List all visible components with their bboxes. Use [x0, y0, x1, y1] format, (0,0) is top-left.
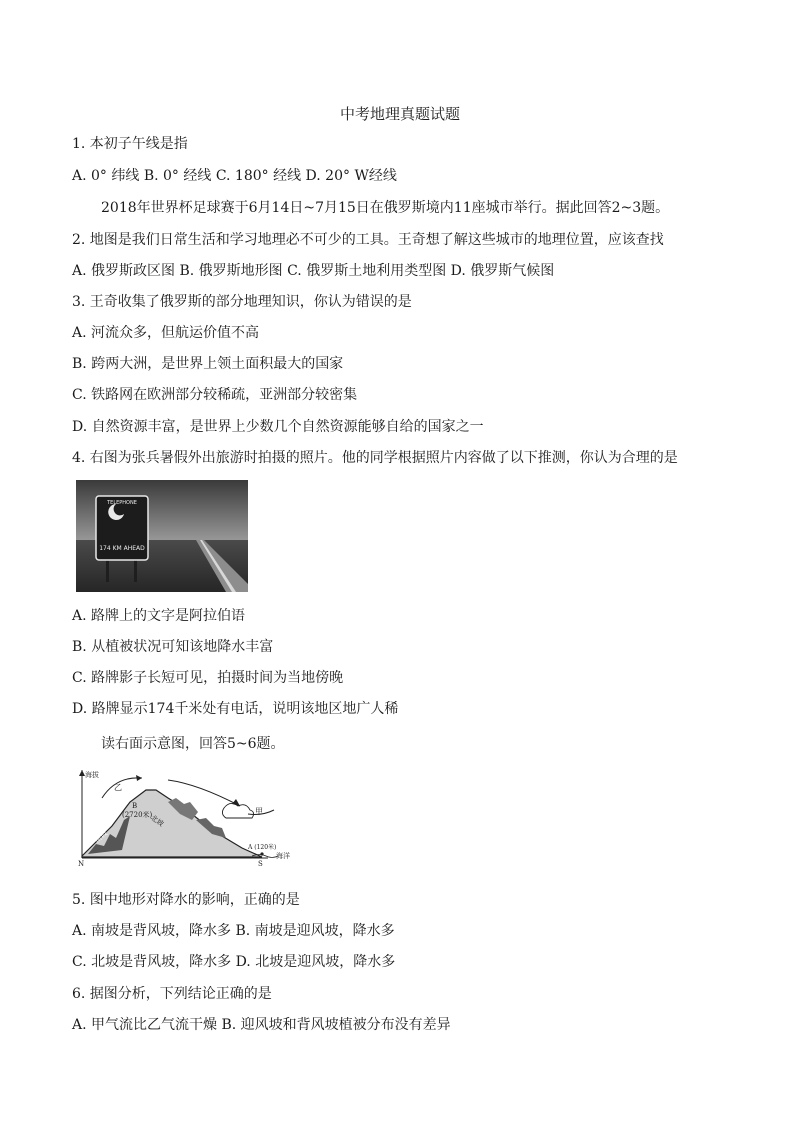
airflow-jia-label: 甲 [255, 807, 263, 816]
q5-options-row1: A. 南坡是背风坡，降水多 B. 南坡是迎风坡，降水多 [72, 923, 395, 939]
north-slope-label: 北坡 [148, 813, 166, 829]
q6-stem: 6. 据图分析，下列结论正确的是 [72, 986, 272, 1002]
q4-stem: 4. 右图为张兵暑假外出旅游时拍摄的照片。他的同学根据照片内容做了以下推测，你认为合理的是 [72, 450, 678, 466]
page-title: 中考地理真题试题 [339, 105, 460, 123]
q3-option-b: B. 跨两大洲，是世界上领土面积最大的国家 [72, 356, 344, 372]
mountain-diagram [72, 768, 294, 870]
peak-elevation: (2720米) [122, 811, 153, 819]
q5-options-row2: C. 北坡是背风坡，降水多 D. 北坡是迎风坡，降水多 [72, 954, 396, 970]
q3-stem: 3. 王奇收集了俄罗斯的部分地理知识，你认为错误的是 [72, 294, 412, 310]
sign-top-text: TELEPHONE [107, 500, 137, 506]
peak-label: B [132, 802, 138, 810]
intro-2-3: 2018年世界杯足球赛于6月14日~7月15日在俄罗斯境内11座城市举行。据此回答2~3题。 [101, 200, 670, 216]
q1-options: A. 0° 纬线 B. 0° 经线 C. 180° 经线 D. 20° W经线 [72, 168, 397, 184]
q1-stem: 1. 本初子午线是指 [72, 136, 188, 152]
q2-stem: 2. 地图是我们日常生活和学习地理必不可少的工具。王奇想了解这些城市的地理位置，应该查找 [72, 232, 664, 248]
north-marker: N [78, 860, 85, 868]
q4-option-c: C. 路牌影子长短可见，拍摄时间为当地傍晚 [72, 670, 344, 686]
south-slope-label: 南坡 [93, 829, 109, 845]
q4-option-d: D. 路牌显示174千米处有电话，说明该地区地广人稀 [72, 701, 399, 717]
q4-option-b: B. 从植被状况可知该地降水丰富 [72, 639, 274, 655]
q3-option-c: C. 铁路网在欧洲部分较稀疏，亚洲部分较密集 [72, 387, 358, 403]
q3-option-a: A. 河流众多，但航运价值不高 [72, 325, 260, 341]
q2-options: A. 俄罗斯政区图 B. 俄罗斯地形图 C. 俄罗斯土地利用类型图 D. 俄罗斯气候图 [72, 263, 555, 279]
airflow-yi-label: 乙 [114, 783, 122, 792]
q6-options-row1: A. 甲气流比乙气流干燥 B. 迎风坡和背风坡植被分布没有差异 [72, 1017, 451, 1033]
road-sign-photo [76, 480, 248, 592]
q3-option-d: D. 自然资源丰富，是世界上少数几个自然资源能够自给的国家之一 [72, 419, 484, 435]
intro-5-6: 读右面示意图，回答5~6题。 [101, 736, 285, 752]
point-a-label: A (120米) [248, 844, 277, 851]
ocean-label: 海洋 [276, 852, 290, 860]
q5-stem: 5. 图中地形对降水的影响，正确的是 [72, 892, 300, 908]
sign-bottom-text: 174 KM AHEAD [99, 545, 145, 552]
south-marker: S [258, 860, 263, 868]
y-axis-label: 海拔 [85, 771, 99, 779]
q4-option-a: A. 路牌上的文字是阿拉伯语 [72, 608, 246, 624]
